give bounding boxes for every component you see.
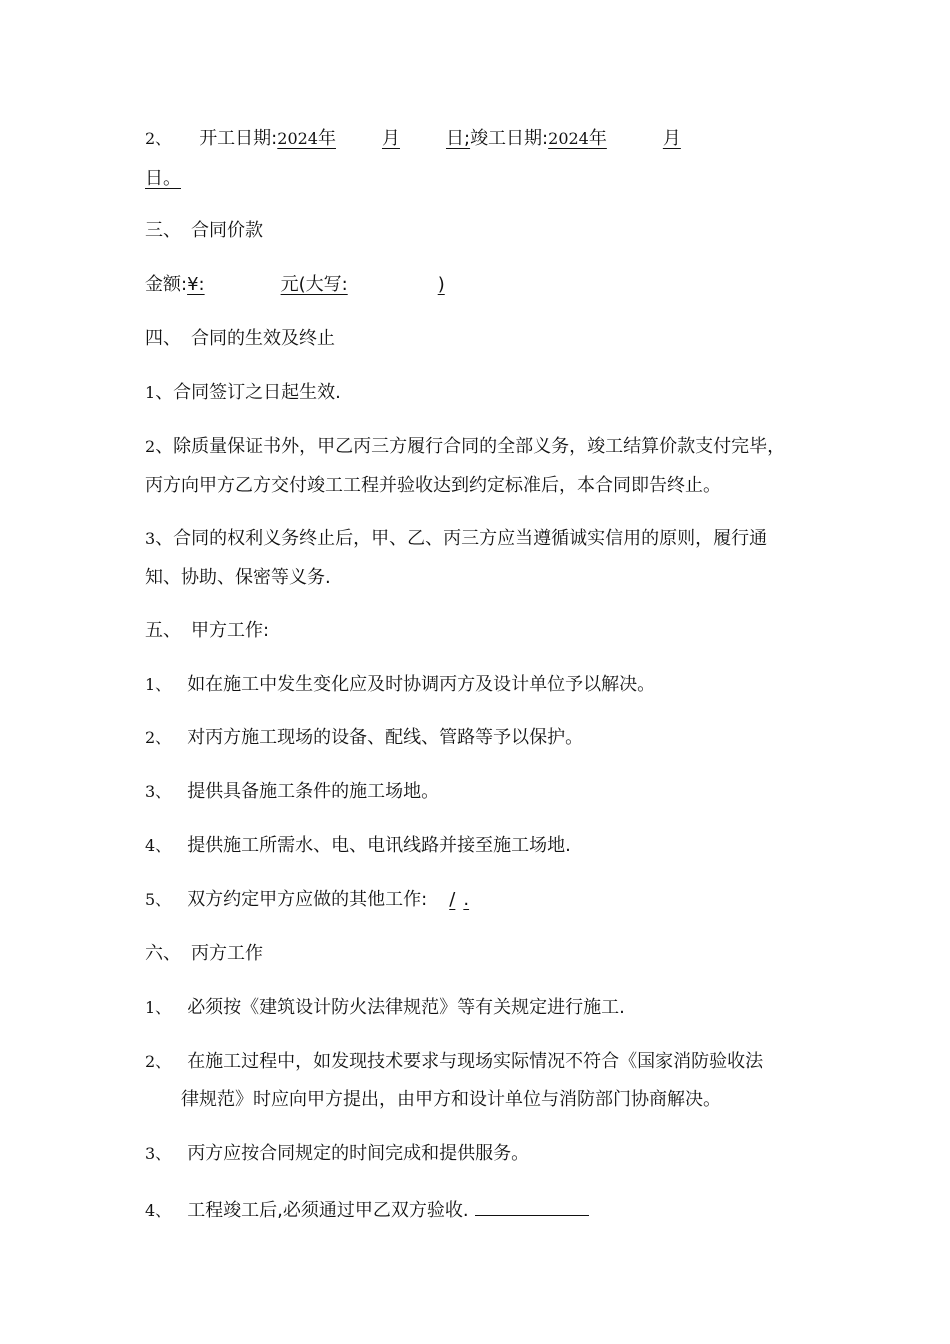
section-heading [145, 326, 335, 352]
amount-words-label: 元(大写: [280, 274, 348, 295]
clause [145, 434, 785, 460]
item-text: 对丙方施工现场的设备、配线、管路等予以保护。 [187, 727, 584, 748]
start-date-label: 开工日期: [199, 128, 278, 149]
clause-text: 、合同的权利义务终止后，甲、乙、丙三方应当遵循诚实信用的原则，履行通 [155, 528, 768, 549]
heading-number: 四、 [145, 328, 181, 349]
paren-close: ) [437, 274, 445, 295]
end-date-label: 竣工日期: [470, 128, 549, 149]
heading-number: 五、 [145, 620, 181, 641]
end-day-field[interactable]: 日。 [145, 168, 181, 189]
year-char: 年 [317, 128, 336, 149]
item-number: 1、 [145, 998, 172, 1017]
clause [145, 380, 341, 406]
item-text: 双方约定甲方应做的其他工作: [187, 889, 428, 910]
section-heading [145, 941, 263, 967]
list-item [145, 833, 571, 859]
item-number: 2、 [145, 1052, 172, 1071]
item-text: 工程竣工后,必须通过甲乙双方验收. [187, 1200, 469, 1221]
clause-text: 知、协助、保密等义务. [145, 567, 331, 588]
item-text: 提供施工所需水、电、电讯线路并接至施工场地. [187, 835, 571, 856]
clause [145, 526, 767, 552]
list-item [145, 1049, 763, 1075]
item-text: 在施工过程中，如发现技术要求与现场实际情况不符合《国家消防验收法 [187, 1051, 764, 1072]
item-number: 1、 [145, 675, 172, 694]
clause-continuation [145, 565, 331, 591]
item-text: 律规范》时应向甲方提出，由甲方和设计单位与消防部门协商解决。 [181, 1089, 721, 1110]
amount-field[interactable] [187, 274, 455, 295]
clause-text: 、合同签订之日起生效. [155, 382, 341, 403]
day-char: 日; [445, 128, 471, 149]
amount-label: 金额: [145, 274, 188, 295]
heading-text: 丙方工作 [191, 943, 263, 964]
item-text: 如在施工中发生变化应及时协调丙方及设计单位予以解决。 [187, 674, 656, 695]
clause-text: 丙方向甲方乙方交付竣工工程并验收达到约定标准后，本合同即告终止。 [145, 475, 721, 496]
item-number: 2 [145, 437, 156, 456]
heading-number: 三、 [145, 220, 181, 241]
list-item [145, 1141, 529, 1167]
dates-line [145, 126, 739, 152]
list-item [145, 779, 439, 805]
end-date-field[interactable] [548, 128, 739, 149]
list-item [145, 672, 655, 698]
item-number: 2、 [145, 728, 172, 747]
item-number: 3 [145, 529, 156, 548]
item-number: 3、 [145, 782, 172, 801]
list-item-continuation [181, 1087, 721, 1113]
list-item [145, 1195, 589, 1224]
item-text: 提供具备施工条件的施工场地。 [187, 781, 440, 802]
signature-blank[interactable] [475, 1195, 589, 1216]
period: . [463, 889, 470, 910]
start-year: 2024 [277, 129, 318, 148]
blank-value: / [449, 889, 456, 910]
month-char: 月 [381, 128, 400, 149]
month-char: 月 [662, 128, 681, 149]
other-work-field[interactable] [435, 889, 469, 910]
item-number: 4、 [145, 1201, 172, 1220]
year-char: 年 [588, 128, 607, 149]
dates-line-end [145, 166, 181, 192]
item-number: 4、 [145, 836, 172, 855]
heading-text: 甲方工作: [191, 620, 270, 641]
list-item [145, 887, 469, 913]
list-item [145, 995, 625, 1021]
item-number: 1 [145, 383, 156, 402]
item-number: 3、 [145, 1144, 172, 1163]
clause-text: 、除质量保证书外，甲乙丙三方履行合同的全部义务，竣工结算价款支付完毕， [155, 436, 786, 457]
heading-number: 六、 [145, 943, 181, 964]
section-heading [145, 218, 263, 244]
item-text: 丙方应按合同规定的时间完成和提供服务。 [187, 1143, 530, 1164]
end-year: 2024 [548, 129, 589, 148]
item-number: 5、 [145, 890, 172, 909]
heading-text: 合同价款 [191, 220, 263, 241]
yen-sign: ¥: [187, 274, 205, 295]
heading-text: 合同的生效及终止 [191, 328, 335, 349]
item-text: 必须按《建筑设计防火法律规范》等有关规定进行施工. [187, 997, 625, 1018]
clause-continuation [145, 473, 721, 499]
list-item [145, 725, 583, 751]
section-heading [145, 618, 269, 644]
amount-line [145, 272, 455, 298]
item-number: 2、 [145, 129, 172, 148]
start-date-field[interactable] [277, 128, 470, 149]
